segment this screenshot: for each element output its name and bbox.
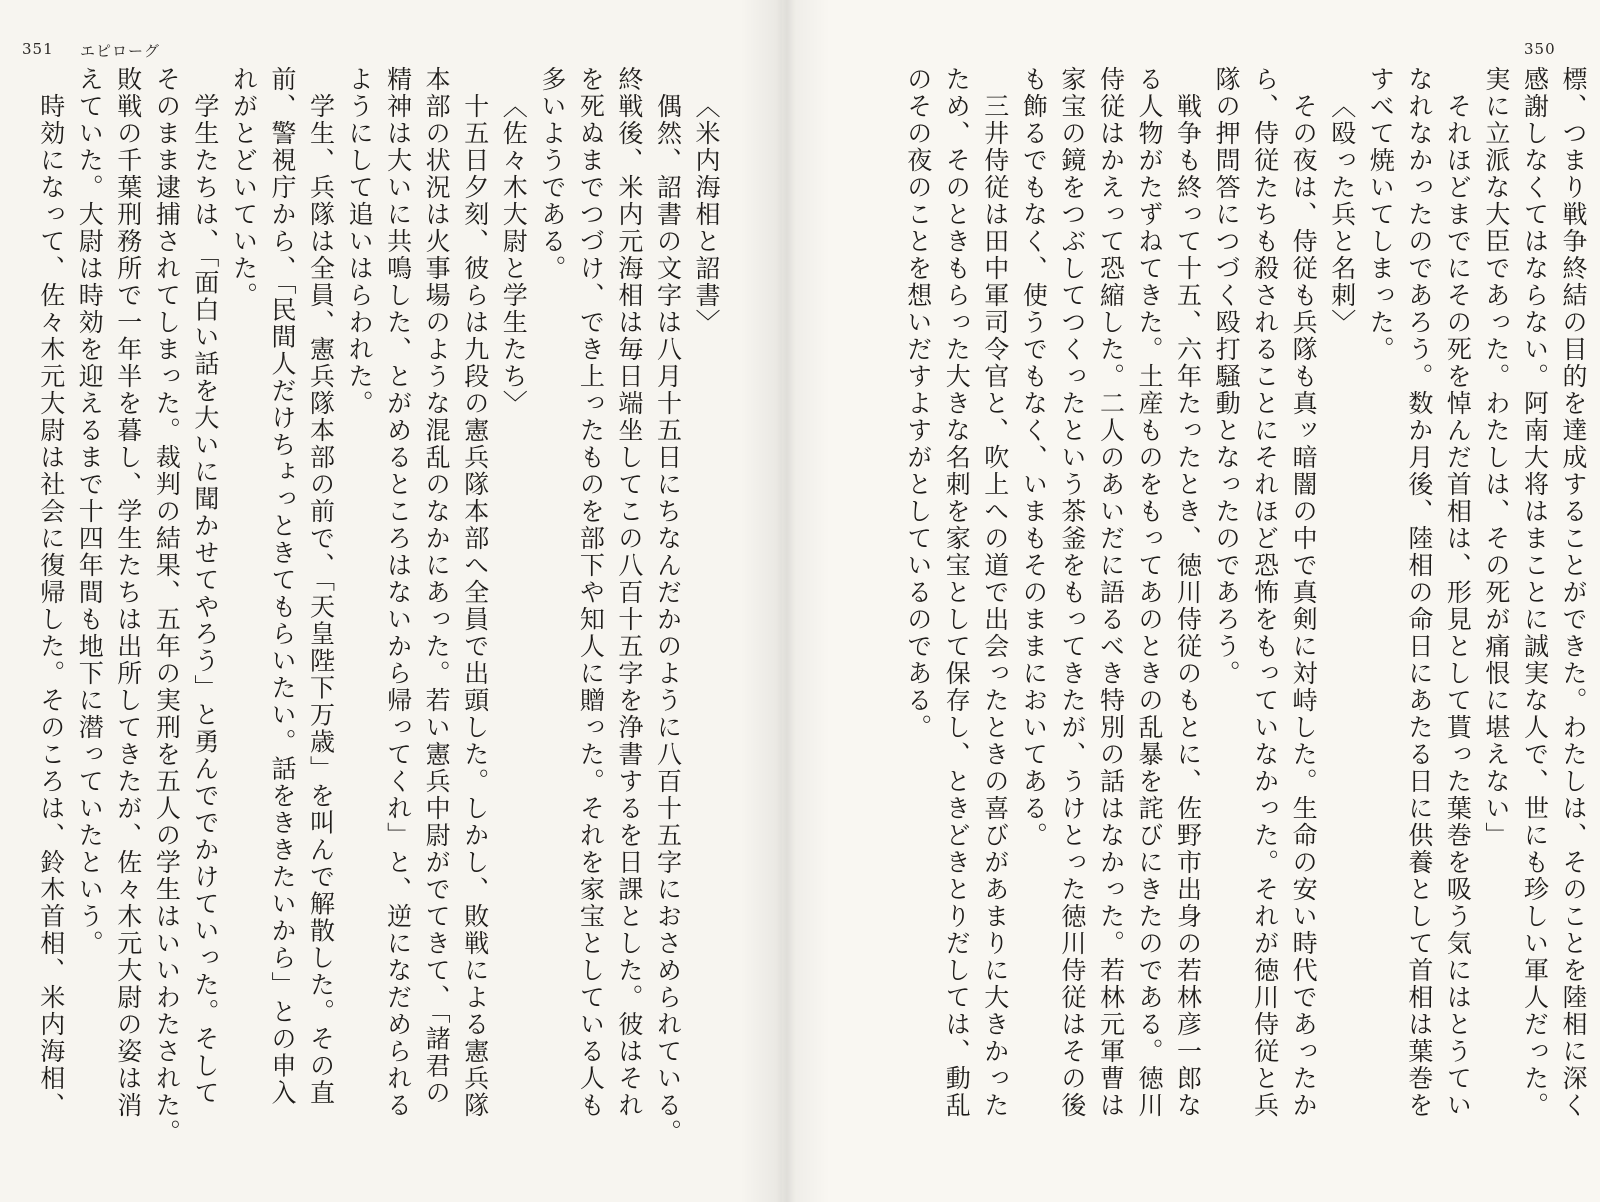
text-column: も飾るでもなく、使うでもなく、いまもそのままにおいてある。	[1019, 66, 1049, 849]
text-column: 終戦後、米内元海相は毎日端坐してこの八百十五字を浄書するを日課とした。彼はそれ	[614, 66, 644, 1119]
text-column: 偶然、詔書の文字は八月十五日にちなんだかのように八百十五字におさめられている。	[653, 93, 683, 1146]
text-column: ようにして追いはらわれた。	[345, 66, 375, 417]
text-column: 感謝しなくてはならない。阿南大将はまことに誠実な人で、世にも珍しい軍人だった。	[1520, 66, 1550, 1119]
text-column: その夜は、侍従も兵隊も真ッ暗闇の中で真剣に対峙した。生命の安い時代であったか	[1289, 93, 1319, 1119]
text-column: 〈殴った兵と名刺〉	[1327, 93, 1357, 336]
text-column: のその夜のことを想いだすよすがとしているのである。	[903, 66, 933, 741]
text-column: 多いようである。	[537, 66, 567, 282]
text-column: 時効になって、佐々木元大尉は社会に復帰した。そのころは、鈴木首相、米内海相、	[36, 93, 66, 1119]
text-column: 三井侍従は田中軍司令官と、吹上への道で出会ったときの喜びがあまりに大きかった	[980, 93, 1010, 1119]
left-page-text	[20, 66, 725, 1186]
text-column: 侍従はかえって恐縮した。二人のあいだに語るべき特別の話はなかった。若林元軍曹は	[1096, 66, 1126, 1119]
text-column: 〈米内海相と詔書〉	[692, 93, 721, 336]
text-column: ため、そのときもらった大きな名刺を家宝として保存し、ときどきとりだしては、動乱	[942, 66, 972, 1119]
text-column: 学生たちは、「面白い話を大いに聞かせてやろう」と勇んででかけていった。そして	[190, 93, 220, 1107]
text-column: すべて焼いてしまった。	[1366, 66, 1396, 363]
text-column: ら、侍従たちも殺されることにそれほど恐怖をもっていなかった。それが徳川侍従と兵	[1250, 66, 1280, 1119]
text-column: を死ぬまでつづけ、でき上ったものを部下や知人に贈った。それを家宝としている人も	[576, 66, 606, 1119]
right-page	[782, 0, 1600, 1202]
left-page-number: 351	[22, 40, 54, 58]
text-column: 敗戦の千葉刑務所で一年半を暮し、学生たちは出所してきたが、佐々木元大尉の姿は消	[113, 66, 143, 1119]
text-column: 隊の押問答につづく殴打騒動となったのであろう。	[1212, 66, 1242, 687]
right-page-number: 350	[1524, 40, 1556, 58]
text-column: 精神は大いに共鳴した、とがめるところはないから帰ってくれ」と、逆になだめられる	[383, 66, 413, 1119]
text-column: それほどまでにその死を悼んだ首相は、形見として貰った葉巻を吸う気にはとうてい	[1443, 93, 1473, 1119]
text-column: 学生、兵隊は全員、憲兵隊本部の前で、「天皇陛下万歳」を叫んで解散した。その直	[306, 93, 336, 1107]
text-column: 十五日夕刻、彼らは九段の憲兵隊本部へ全員で出頭した。しかし、敗戦による憲兵隊	[460, 93, 490, 1119]
running-title: エピローグ	[80, 42, 161, 60]
text-column: 戦争も終って十五、六年たったとき、徳川侍従のもとに、佐野市出身の若林彦一郎な	[1173, 93, 1203, 1119]
text-column: 前、警視庁から、「民間人だけちょっときてもらいたい。話をききたいから」との申入	[267, 66, 297, 1107]
left-page	[0, 0, 778, 1202]
text-column: なれなかったのであろう。数か月後、陸相の命日にあたる日に供養として首相は葉巻を	[1404, 66, 1434, 1119]
text-column: えていた。大尉は時効を迎えるまで十四年間も地下に潜っていたという。	[75, 66, 105, 957]
text-column: 実に立派な大臣であった。わたしは、その死が痛恨に堪えない」	[1481, 66, 1511, 849]
text-column: そのまま逮捕されてしまった。裁判の結果、五年の実刑を五人の学生はいいわたされた。	[152, 66, 182, 1146]
text-column: 本部の状況は火事場のような混乱のなかにあった。若い憲兵中尉がでてきて、「諸君の	[422, 66, 452, 1107]
text-column: 〈佐々木大尉と学生たち〉	[499, 93, 529, 417]
text-column: れがとどいていた。	[229, 66, 259, 309]
text-column: 家宝の鏡をつぶしてつくったという茶釜をもってきたが、うけとった徳川侍従はその後	[1057, 66, 1087, 1119]
text-column: る人物がたずねてきた。土産ものをもってあのときの乱暴を詫びにきたのである。徳川	[1134, 66, 1164, 1119]
right-page-text	[903, 66, 1592, 1186]
text-column: 標、つまり戦争終結の目的を達成することができた。わたしは、そのことを陸相に深く	[1559, 66, 1588, 1119]
